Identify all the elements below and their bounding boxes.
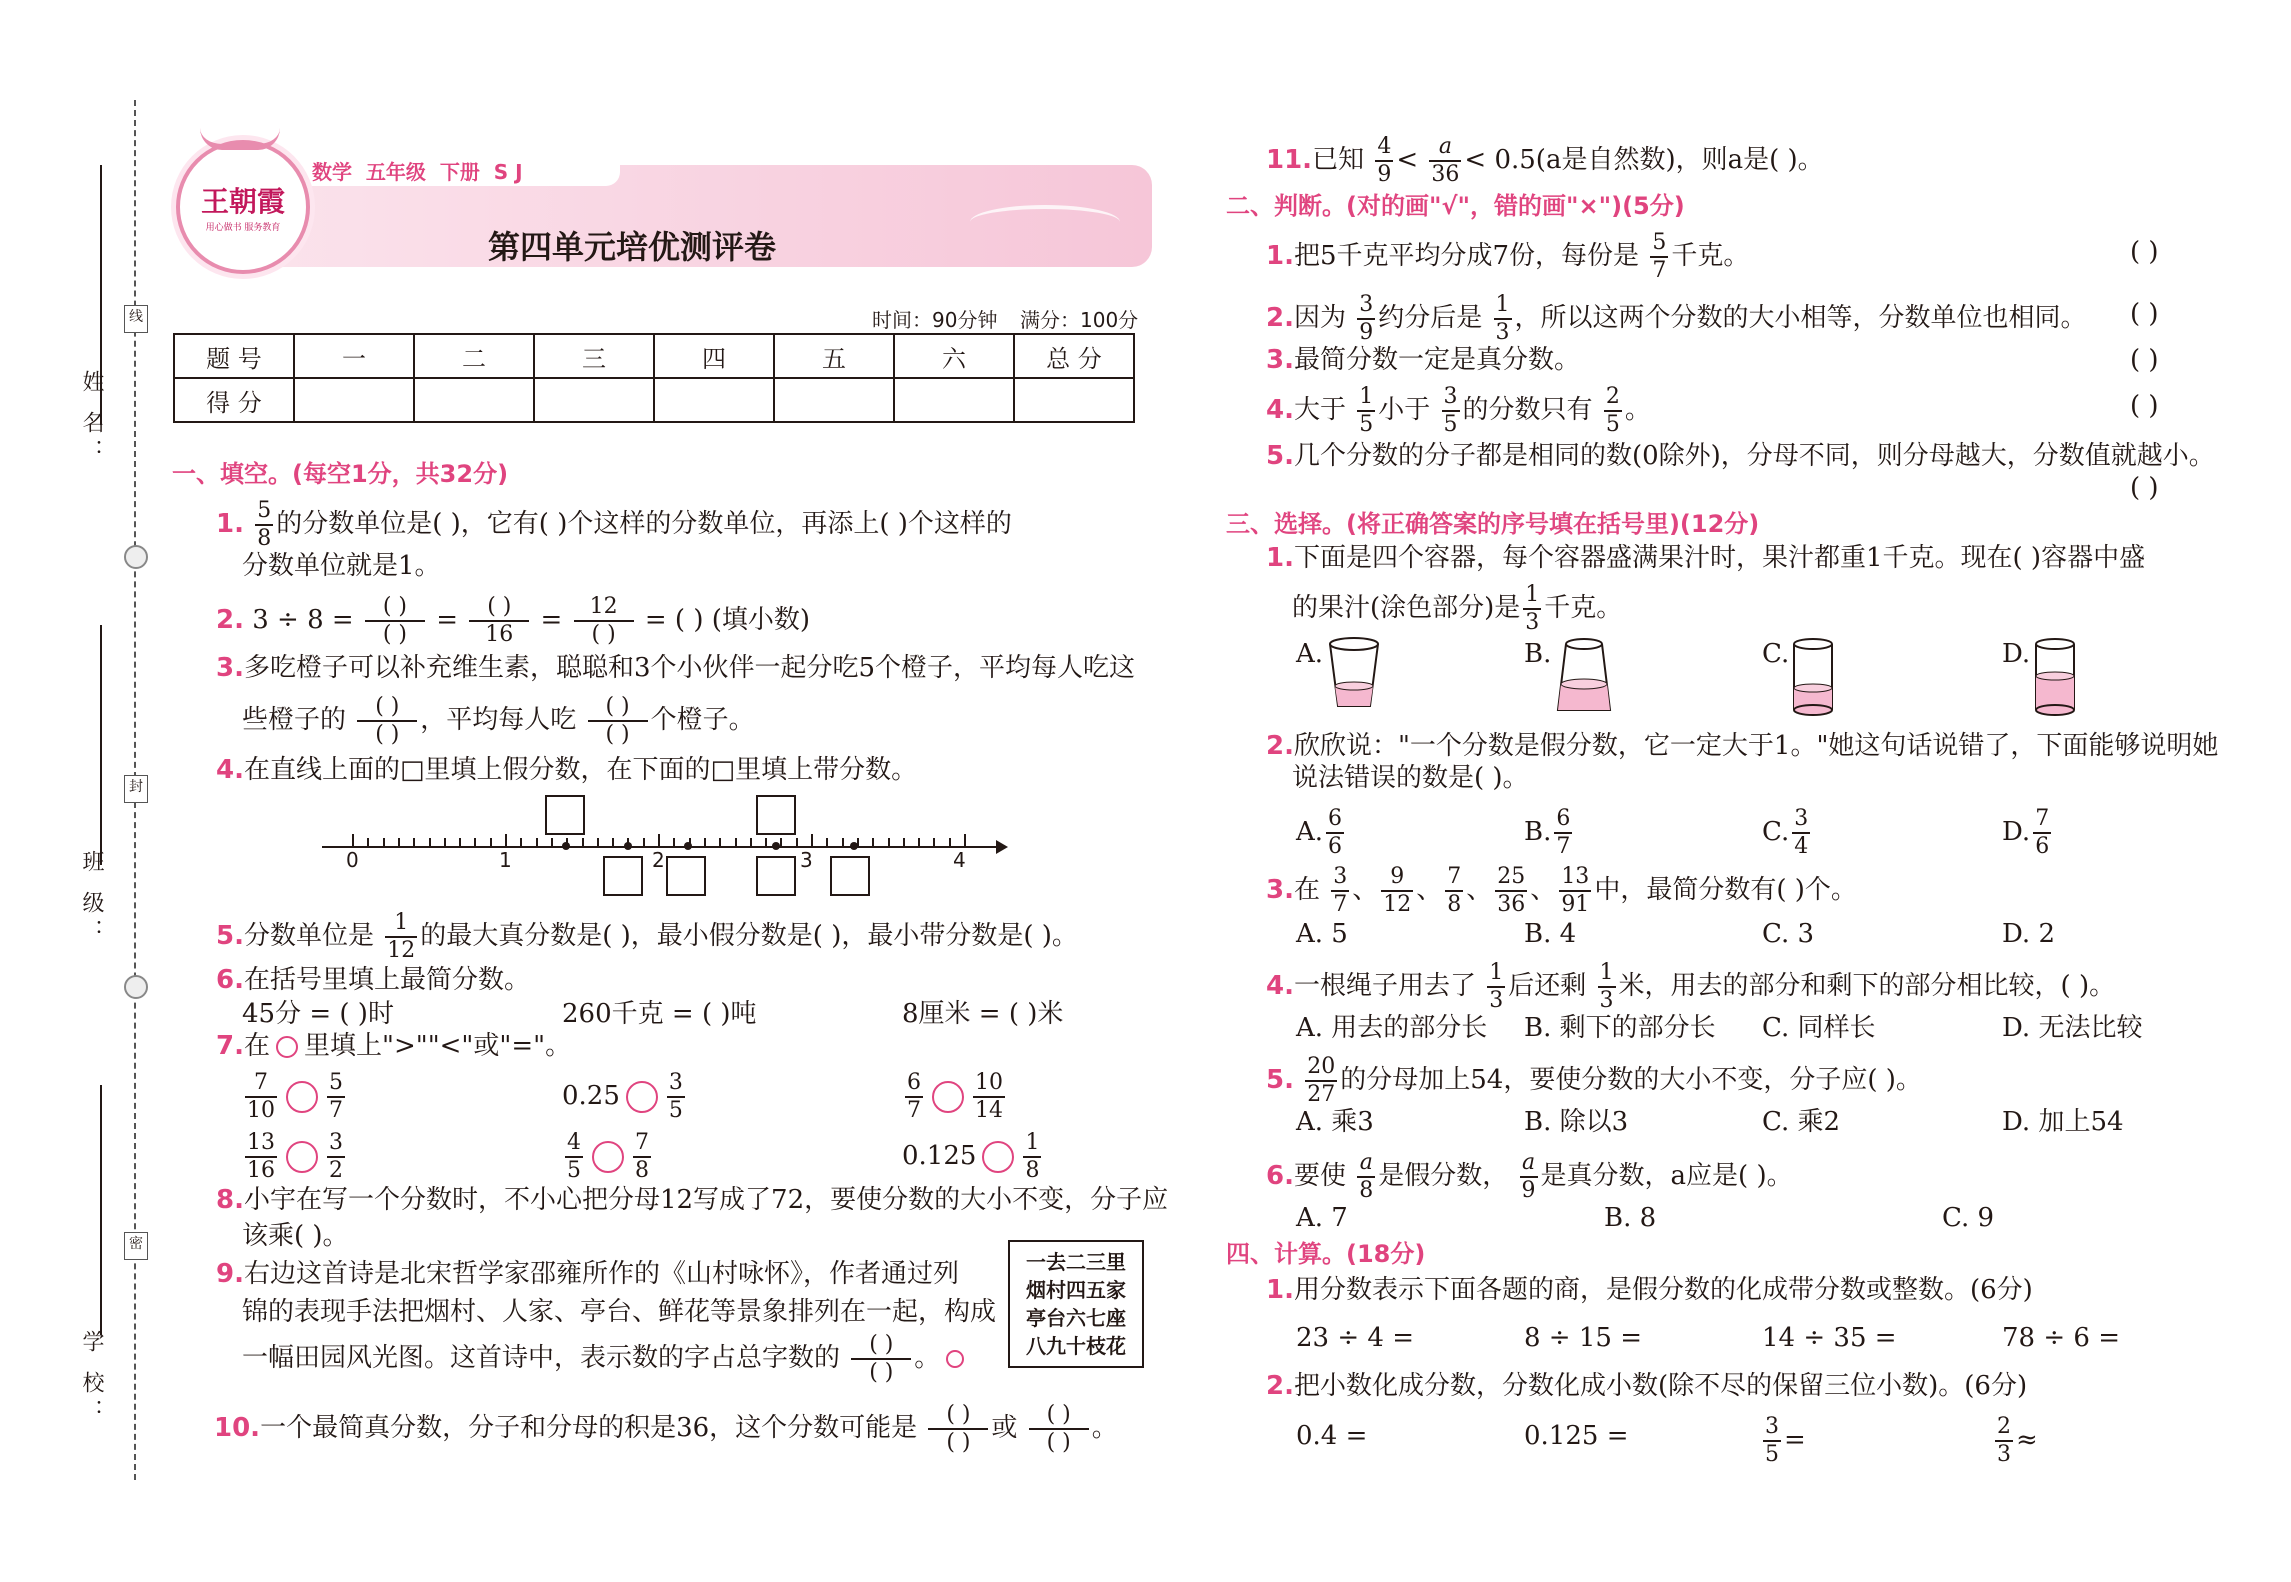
container-d-cylinder-icon — [2032, 636, 2078, 718]
section-4-title: 四、计算。(18分) — [1226, 1240, 1426, 1268]
judge-answer[interactable]: ( ) — [2130, 345, 2159, 375]
tick-label: 4 — [953, 848, 966, 872]
fraction: $\frac{5}{8}$ — [257, 498, 272, 551]
number-line-tick — [551, 838, 553, 846]
compare-circle[interactable] — [932, 1081, 964, 1113]
number-line-tick — [582, 838, 584, 846]
number-line-tick — [474, 838, 476, 846]
number-line-point — [562, 842, 570, 850]
choice-option[interactable]: D. 无法比较 — [2002, 1013, 2143, 1043]
number-line-tick — [704, 838, 706, 846]
judge-answer[interactable]: ( ) — [2130, 391, 2159, 421]
container-option[interactable]: B. — [1524, 639, 1552, 669]
tick-label: 2 — [652, 848, 665, 872]
choice-option[interactable]: A. $\frac{6}{6}$ — [1296, 806, 1343, 859]
poem-line: 八九十枝花 — [1026, 1334, 1126, 1358]
score-header-cell: 一 — [294, 334, 414, 378]
binding-class-line — [100, 625, 102, 865]
container-option[interactable]: D. — [2002, 639, 2031, 669]
poem-box — [1008, 1240, 1144, 1368]
number-line-tick — [888, 838, 890, 846]
blank-fraction[interactable]: $\frac{( )}{( )}$ — [365, 596, 425, 646]
compare-item: $\frac{7}{10}$ $\frac{5}{7}$ — [247, 1070, 343, 1123]
choice-option[interactable]: B. 8 — [1604, 1203, 1657, 1233]
brand-sub: 用心做书 服务教育 — [205, 223, 281, 233]
choice-option[interactable]: B. 剩下的部分长 — [1524, 1013, 1716, 1043]
choice-option[interactable]: C. 9 — [1942, 1203, 1995, 1233]
calc-item[interactable]: 0.4 = — [1296, 1421, 1368, 1451]
number-line-tick — [459, 838, 461, 846]
q6-item: 8厘米 = ( )米 — [902, 999, 1064, 1029]
number-line-tick — [444, 838, 446, 846]
section-3-title: 三、选择。(将正确答案的序号填在括号里)(12分) — [1226, 510, 1760, 538]
number-line-point — [850, 842, 858, 850]
judge-answer[interactable]: ( ) — [2130, 473, 2159, 503]
number-line-point — [684, 842, 692, 850]
container-a-cup-icon — [1326, 636, 1382, 712]
calc-item[interactable]: 8 ÷ 15 = — [1524, 1323, 1642, 1353]
judge-q1: 1.把5千克平均分成7份，每份是 $\frac{5}{7}$ 千克。 — [1266, 230, 1750, 283]
compare-circle[interactable] — [626, 1081, 658, 1113]
score-header-cell: 六 — [894, 334, 1014, 378]
blank-fraction[interactable]: $\frac{12}{( )}$ — [574, 596, 634, 646]
binding-name-label: 姓 名： — [79, 370, 104, 467]
calc-item[interactable]: $\frac{3}{5}$ = — [1765, 1414, 1806, 1467]
stamp-icon — [946, 1350, 964, 1368]
poem-line: 一去二三里 — [1026, 1250, 1126, 1274]
number-line-tick — [597, 838, 599, 846]
poem-line: 烟村四五家 — [1026, 1278, 1126, 1302]
choice-q3-line: 3.在 $\frac{3}{7}$ 、 $\frac{9}{12}$ 、 $\frac{7}{8}$ 、 $\frac{25}{36}$ 、 $\frac{13}{91}$ 中，最简分数有( )个。 — [1266, 864, 1857, 917]
binding-class-label: 班 级： — [79, 850, 104, 947]
choice-option[interactable]: A. 乘3 — [1296, 1107, 1374, 1137]
choice-option[interactable]: A. 用去的部分长 — [1296, 1013, 1488, 1043]
number-line-tick — [352, 834, 354, 846]
blank-fraction[interactable]: $\frac{( )}{( )}$ — [851, 1334, 911, 1384]
binding-name-line — [100, 165, 102, 425]
compare-circle[interactable] — [286, 1141, 318, 1173]
choice-option[interactable]: A. 7 — [1296, 1203, 1348, 1233]
number-line-tick — [842, 838, 844, 846]
q1-line2: 分数单位就是1。 — [242, 551, 441, 581]
score-input-cell[interactable] — [774, 378, 894, 422]
judge-answer[interactable]: ( ) — [2130, 299, 2159, 329]
calc-item[interactable]: $\frac{2}{3}$ ≈ — [1997, 1414, 2038, 1467]
binding-hole-icon — [124, 975, 148, 999]
number-line-tick — [964, 834, 966, 846]
compare-circle-icon — [276, 1036, 298, 1058]
blank-fraction[interactable]: $\frac{( )}{16}$ — [469, 596, 529, 646]
number-line-tick — [750, 838, 752, 846]
number-line-tick — [903, 838, 905, 846]
choice-option[interactable]: C. 3 — [1762, 919, 1815, 949]
section-2-title: 二、判断。(对的画"√"，错的画"×")(5分) — [1226, 192, 1685, 220]
choice-option[interactable]: C. 同样长 — [1762, 1013, 1876, 1043]
choice-q2-line1: 2.欣欣说："一个分数是假分数，它一定大于1。"她这句话说错了，下面能够说明她 — [1266, 731, 2219, 761]
compare-item: $\frac{13}{16}$ $\frac{3}{2}$ — [247, 1130, 343, 1183]
score-input-cell[interactable] — [534, 378, 654, 422]
q5-line: 5.分数单位是 $\frac{1}{12}$ 的最大真分数是( )，最小假分数是( )，最小带分数是( )。 — [216, 910, 1078, 963]
compare-circle[interactable] — [286, 1081, 318, 1113]
number-line-tick — [872, 838, 874, 846]
q7-line: 7.在 里填上">""<"或"="。 — [216, 1031, 572, 1061]
calc-item[interactable]: 78 ÷ 6 = — [2002, 1323, 2120, 1353]
q2-line: 2. 3 ÷ 8 = $\frac{( )}{( )}$ = $\frac{( )}{16}$ = $\frac{12}{( )}$ = ( ) (填小数) — [216, 594, 811, 647]
number-line-tick — [398, 838, 400, 846]
q9-line1: 9.右边这首诗是北宋哲学家邵雍所作的《山村咏怀》，作者通过列 — [216, 1259, 959, 1289]
judge-answer[interactable]: ( ) — [2130, 237, 2159, 267]
answer-box-bottom[interactable] — [756, 856, 796, 896]
number-line-tick — [949, 838, 951, 846]
binding-mi-tag: 密 — [124, 1232, 148, 1260]
choice-option[interactable]: D. $\frac{7}{6}$ — [2002, 806, 2050, 859]
q6-line: 6.在括号里填上最简分数。 — [216, 965, 530, 995]
choice-q1-line1: 1.下面是四个容器，每个容器盛满果汁时，果汁都重1千克。现在( )容器中盛 — [1266, 543, 2146, 573]
exam-time: 时间：90分钟 — [872, 308, 998, 332]
number-line-tick — [719, 838, 721, 846]
judge-q4: 4.大于 $\frac{1}{5}$ 小于 $\frac{3}{5}$ 的分数只有 $\frac{2}{5}$ 。 — [1266, 384, 1651, 437]
poem-line: 亭台六七座 — [1026, 1306, 1126, 1330]
number-line-tick — [520, 838, 522, 846]
choice-option[interactable]: B. $\frac{6}{7}$ — [1524, 806, 1571, 859]
blank-fraction[interactable]: $\frac{( )}{( )}$ — [588, 696, 648, 746]
page-title: 第四单元培优测评卷 — [488, 228, 777, 266]
tick-label: 1 — [499, 848, 512, 872]
score-table — [173, 333, 1135, 423]
calc-item[interactable]: 0.125 = — [1524, 1421, 1629, 1451]
number-line-tick — [780, 838, 782, 846]
choice-q6-line: 6.要使 $\frac{a}{8}$ 是假分数， $\frac{a}{9}$ 是真分数，a应是( )。 — [1266, 1150, 1793, 1203]
container-option[interactable]: C. — [1762, 639, 1790, 669]
binding-school-line — [100, 1085, 102, 1335]
choice-option[interactable]: D. 2 — [2002, 919, 2055, 949]
tick-label: 3 — [800, 848, 813, 872]
answer-box-bottom[interactable] — [830, 856, 870, 896]
score-header-cell: 总 分 — [1014, 334, 1134, 378]
binding-hole-icon — [124, 545, 148, 569]
choice-q5-line: 5. $\frac{20}{27}$ 的分母加上54，要使分数的大小不变，分子应( )。 — [1266, 1054, 1922, 1107]
score-header-cell: 四 — [654, 334, 774, 378]
number-line-tick — [490, 838, 492, 846]
choice-option[interactable]: D. 加上54 — [2002, 1107, 2124, 1137]
brand-logo — [176, 140, 310, 274]
score-input-cell[interactable] — [414, 378, 534, 422]
q6-item: 45分 = ( )时 — [242, 999, 394, 1029]
banner-swirl — [970, 205, 1120, 239]
number-line-tick — [612, 838, 614, 846]
binding-feng-tag: 封 — [124, 775, 148, 803]
number-line-point — [772, 842, 780, 850]
number-line-tick — [536, 838, 538, 846]
choice-q4-line: 4.一根绳子用去了 $\frac{1}{3}$ 后还剩 $\frac{1}{3}$ 米，用去的部分和剩下的部分相比较，( )。 — [1266, 960, 2116, 1013]
choice-option[interactable]: C. 乘2 — [1762, 1107, 1841, 1137]
tick-label: 0 — [346, 848, 359, 872]
number-line-tick — [383, 838, 385, 846]
number-line-arrow-icon — [996, 840, 1008, 854]
number-line-tick — [505, 834, 507, 846]
number-line-tick — [765, 838, 767, 846]
answer-box-top[interactable] — [756, 795, 796, 835]
compare-item: $\frac{6}{7}$ $\frac{10}{14}$ — [907, 1070, 1003, 1123]
blank-fraction[interactable]: $\frac{( )}{( )}$ — [928, 1404, 988, 1454]
calc-item[interactable]: 23 ÷ 4 = — [1296, 1323, 1414, 1353]
q9-line3: 一幅田园风光图。这首诗中，表示数的字占总字数的 $\frac{( )}{( )}$ 。 — [242, 1334, 964, 1384]
section-1-title: 一、填空。(每空1分，共32分) — [172, 460, 509, 488]
score-header-cell: 五 — [774, 334, 894, 378]
compare-circle[interactable] — [982, 1141, 1014, 1173]
score-input-cell[interactable] — [294, 378, 414, 422]
number-line-tick — [826, 838, 828, 846]
container-b-cup-icon — [1554, 636, 1614, 718]
score-header-cell: 题 号 — [174, 334, 294, 378]
judge-q2: 2.因为 $\frac{3}{9}$ 约分后是 $\frac{1}{3}$ ，所以这两个分数的大小相等，分数单位也相同。 — [1266, 292, 2087, 345]
number-line-tick — [796, 838, 798, 846]
blank-fraction[interactable]: $\frac{( )}{( )}$ — [1029, 1404, 1089, 1454]
binding-xian-tag: 线 — [124, 305, 148, 333]
exam-full-score: 满分：100分 — [1020, 308, 1139, 332]
q4-line: 4.在直线上面的□里填上假分数，在下面的□里填上带分数。 — [216, 755, 918, 785]
answer-box-top[interactable] — [545, 795, 585, 835]
number-line-tick — [643, 838, 645, 846]
container-option[interactable]: A. — [1296, 639, 1324, 669]
compare-item: 0.125 $\frac{1}{8}$ — [902, 1130, 1040, 1183]
judge-q5: 5.几个分数的分子都是相同的数(0除外)，分母不同，则分母越大，分数值就越小。 — [1266, 441, 2215, 471]
subject-tags: 数学 五年级 下册 S J — [312, 160, 523, 184]
number-line-tick — [658, 834, 660, 846]
crown-icon — [200, 128, 280, 150]
compare-item: $\frac{4}{5}$ $\frac{7}{8}$ — [567, 1130, 649, 1183]
q9-line2: 锦的表现手法把烟村、人家、亭台、鲜花等景象排列在一起，构成 — [242, 1297, 997, 1327]
calc-item[interactable]: 14 ÷ 35 = — [1762, 1323, 1897, 1353]
score-input-cell[interactable] — [894, 378, 1014, 422]
choice-q2-line2: 说法错误的数是( )。 — [1292, 763, 1529, 793]
number-line-tick — [811, 834, 813, 846]
answer-box-bottom[interactable] — [666, 856, 706, 896]
q1-line1: 1. $\frac{5}{8}$ 的分数单位是( )，它有( )个这样的分数单位，再添上( )个这样的 — [216, 498, 1012, 551]
compare-circle[interactable] — [592, 1141, 624, 1173]
number-line-tick — [735, 838, 737, 846]
answer-box-bottom[interactable] — [603, 856, 643, 896]
score-header-cell: 三 — [534, 334, 654, 378]
number-line-tick — [429, 838, 431, 846]
calc-q1-line: 1.用分数表示下面各题的商，是假分数的化成带分数或整数。(6分) — [1266, 1275, 2033, 1305]
q3-line1: 3.多吃橙子可以补充维生素，聪聪和3个小伙伴一起分吃5个橙子，平均每人吃这 — [216, 653, 1136, 683]
number-line-tick — [933, 838, 935, 846]
choice-option[interactable]: B. 除以3 — [1524, 1107, 1629, 1137]
score-row-label: 得 分 — [174, 378, 294, 422]
number-line-point — [624, 842, 632, 850]
score-input-cell[interactable] — [1014, 378, 1134, 422]
brand-name: 王朝霞 — [200, 185, 285, 218]
q8-line1: 8.小宇在写一个分数时，不小心把分母12写成了72，要使分数的大小不变，分子应 — [216, 1185, 1169, 1215]
number-line-tick — [673, 838, 675, 846]
choice-option[interactable]: A. 5 — [1296, 919, 1348, 949]
score-header-cell: 二 — [414, 334, 534, 378]
choice-q1-line2: 的果汁(涂色部分)是 $\frac{1}{3}$ 千克。 — [1292, 582, 1623, 635]
number-line-tick — [413, 838, 415, 846]
judge-q3: 3.最简分数一定是真分数。 — [1266, 345, 1580, 375]
q6-item: 260千克 = ( )吨 — [562, 999, 757, 1029]
number-line-tick — [367, 838, 369, 846]
q8-line2: 该乘( )。 — [242, 1221, 349, 1251]
calc-q2-line: 2.把小数化成分数，分数化成小数(除不尽的保留三位小数)。(6分) — [1266, 1371, 2028, 1401]
compare-item: 0.25 $\frac{3}{5}$ — [562, 1070, 683, 1123]
q11-line: 11.已知 $\frac{4}{9}$ < $\frac{a}{36}$ < 0.5(a是自然数)，则a是( )。 — [1266, 134, 1824, 187]
score-input-cell[interactable] — [654, 378, 774, 422]
choice-option[interactable]: C. $\frac{3}{4}$ — [1762, 806, 1809, 859]
q10-line: 10.一个最简真分数，分子和分母的积是36，这个分数可能是 $\frac{( )}{( )}$ 或 $\frac{( )}{( )}$ 。 — [214, 1402, 1118, 1455]
binding-school-label: 学 校： — [79, 1330, 104, 1427]
blank-fraction[interactable]: $\frac{( )}{( )}$ — [357, 696, 417, 746]
q3-line2: 些橙子的 $\frac{( )}{( )}$ ，平均每人吃 $\frac{( )}{( )}$ 个橙子。 — [242, 694, 755, 747]
number-line-tick — [918, 838, 920, 846]
choice-option[interactable]: B. 4 — [1524, 919, 1577, 949]
container-c-cylinder-icon — [1790, 636, 1836, 718]
